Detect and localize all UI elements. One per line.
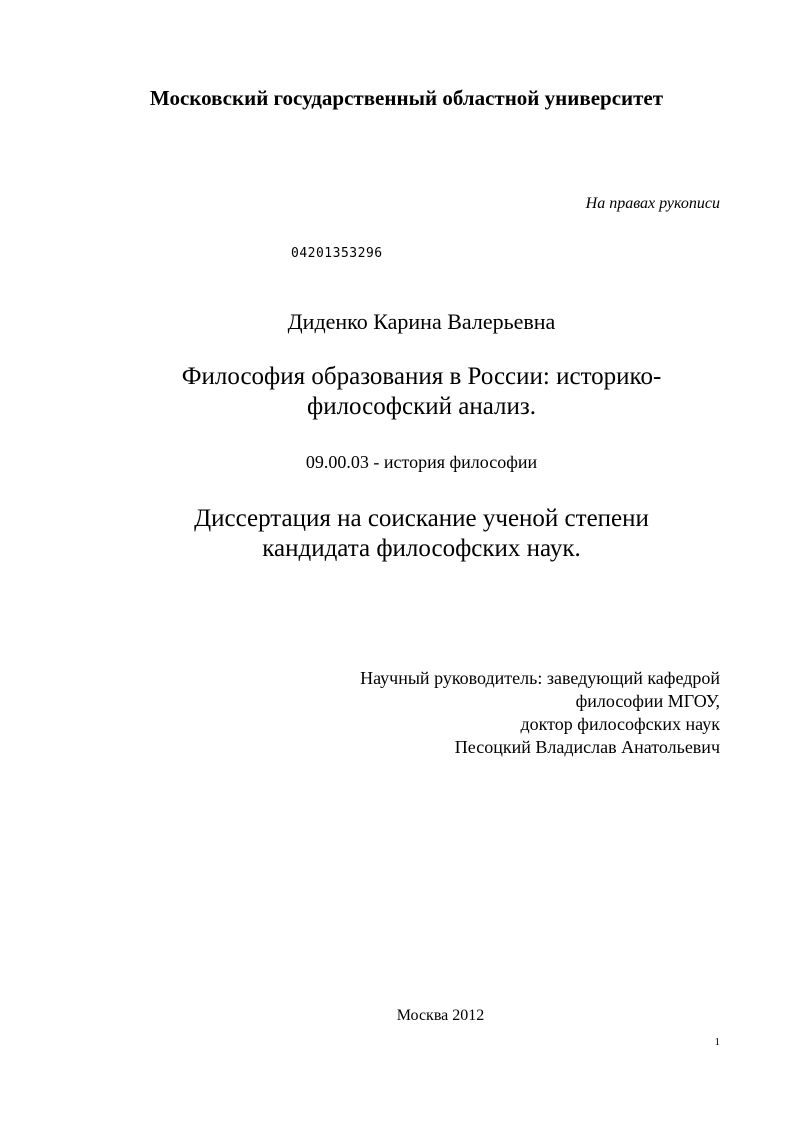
dissertation-title: [0, 362, 797, 422]
title-line-1: Философия образования в России: историко-: [181, 363, 662, 390]
page-number: 1: [714, 1036, 720, 1048]
degree-line-1: Диссертация на соискание ученой степени: [194, 505, 649, 532]
supervisor-line-2: философии МГОУ,: [575, 691, 720, 711]
university-name: Московский государственный областной университет: [149, 86, 664, 110]
author-name: Диденко Карина Валерьевна: [287, 309, 556, 334]
specialty-code: 09.00.03 - история философии: [305, 452, 538, 472]
catalog-code: 04201353296: [291, 246, 383, 261]
supervisor-line-3: доктор философских наук: [520, 714, 720, 734]
city-year: Москва 2012: [396, 1007, 485, 1024]
title-line-2: философский анализ.: [307, 393, 536, 420]
manuscript-note: На правах рукописи: [585, 195, 720, 212]
supervisor-block: [360, 667, 720, 759]
supervisor-line-1: Научный руководитель: заведующий кафедрой: [360, 668, 720, 688]
supervisor-line-4: Песоцкий Владислав Анатольевич: [454, 737, 720, 757]
degree-line-2: кандидата философских наук.: [262, 535, 581, 562]
degree-statement: [0, 504, 797, 564]
